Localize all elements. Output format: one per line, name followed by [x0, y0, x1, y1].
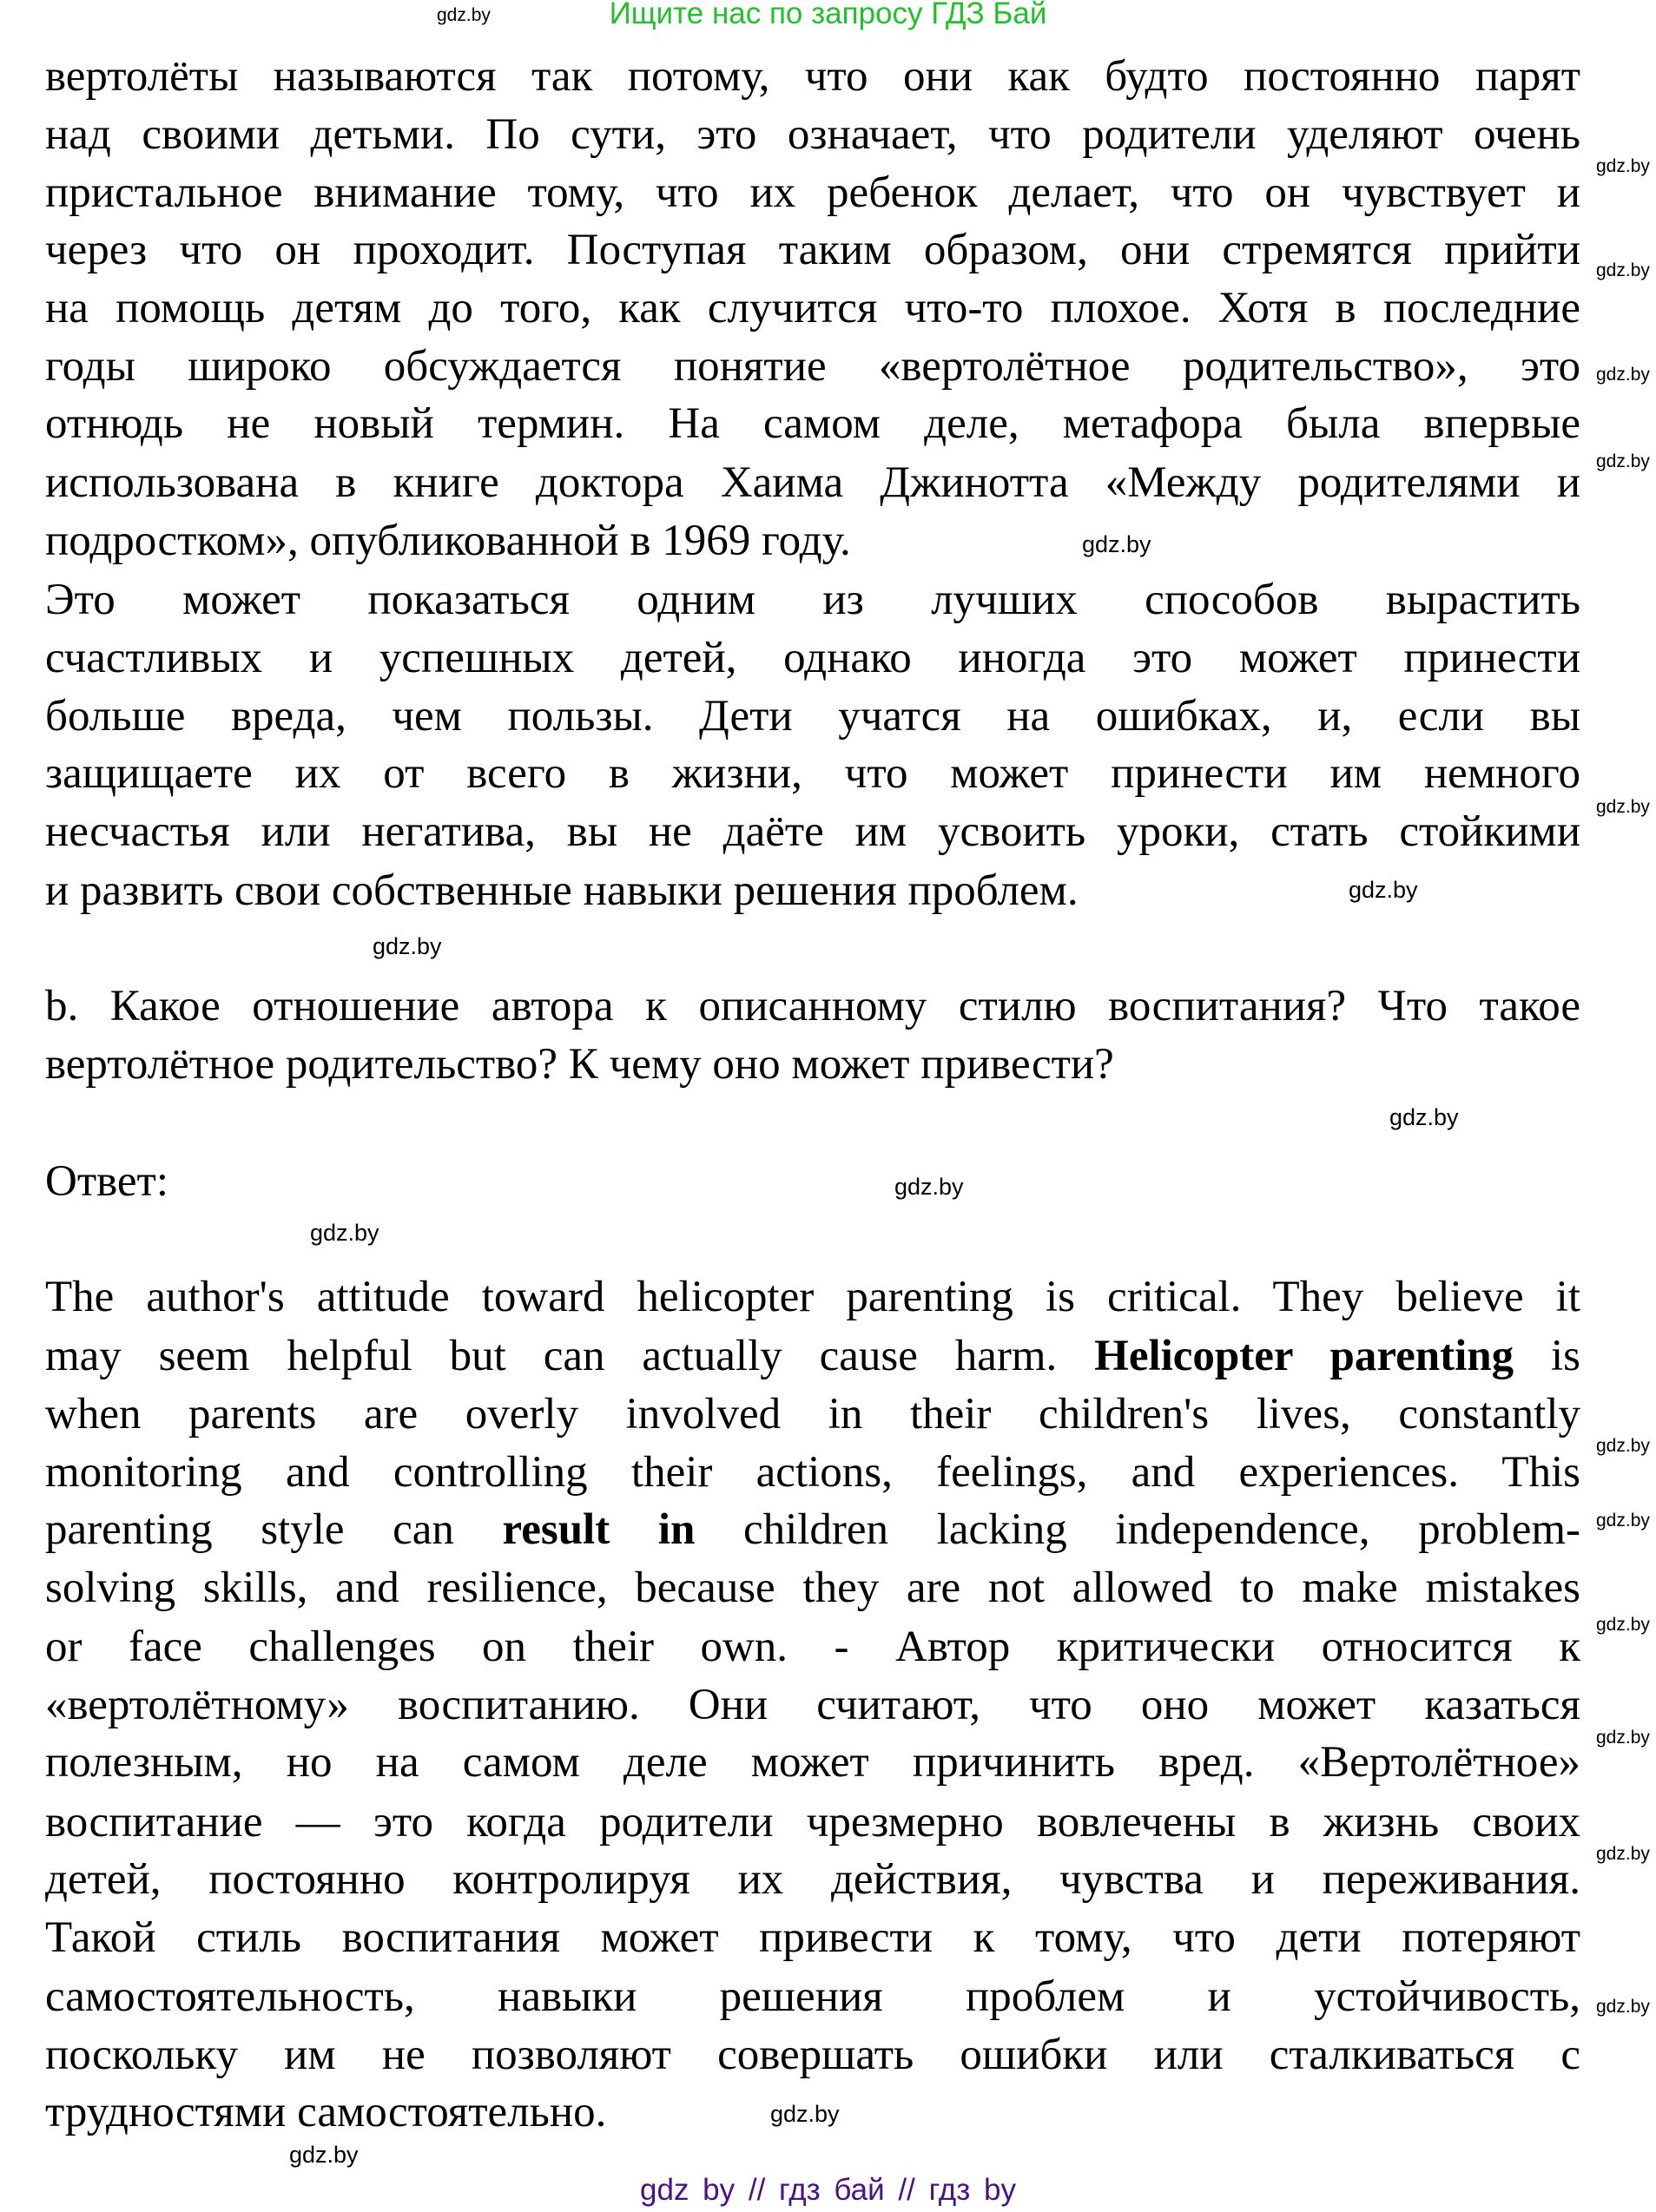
watermark: gdz.by	[1596, 260, 1650, 280]
answer-segment: трудностями самостоятельно.	[45, 2088, 607, 2136]
watermark: gdz.by	[1596, 1728, 1650, 1748]
text-line: годы широко обсуждается понятие «вертолётное родительство», это	[45, 342, 1580, 391]
watermark: gdz.by	[1596, 1844, 1650, 1864]
search-banner	[0, 0, 1656, 31]
watermark: gdz.by	[1596, 451, 1650, 471]
answer-segment: «вертолётному» воспитанию. Они считают, что оно может казаться	[45, 1681, 1580, 1729]
watermark: gdz.by	[1596, 1511, 1650, 1531]
text-line: Это может показаться одним из лучших способов вырастить	[45, 576, 1580, 624]
text-line: счастливых и успешных детей, однако иногда это может принести	[45, 634, 1580, 682]
answer-segment: children lacking independence, problem-	[695, 1505, 1581, 1554]
answer-line	[45, 1270, 1580, 1324]
text-line: отнюдь не новый термин. На самом деле, метафора была впервые	[45, 399, 1580, 448]
answer-segment: воспитание — это когда родители чрезмерно вовлечены в жизнь своих	[45, 1798, 1580, 1847]
answer-line	[45, 1911, 1580, 1965]
answer-label: Ответ:	[45, 1157, 168, 1206]
text-line: использована в книге доктора Хаима Джинотта «Между родителями и	[45, 458, 1580, 507]
watermark: gdz.by	[1389, 1104, 1459, 1130]
text-line: подростком», опубликованной в 1969 году.	[45, 517, 851, 565]
text-line: вертолёты называются так потому, что они как будто постоянно парят	[45, 52, 1580, 101]
text-line: над своими детьми. По сути, это означает, что родители уделяют очень	[45, 110, 1580, 159]
answer-segment: детей, постоянно контролируя их действия, чувства и переживания.	[45, 1855, 1580, 1904]
watermark: gdz.by	[1596, 365, 1650, 385]
bold-term: result in	[502, 1505, 696, 1554]
answer-segment: Такой стиль воспитания может привести к тому, что дети потеряют	[45, 1913, 1580, 1962]
answer-line	[45, 1445, 1580, 1499]
answer-segment: solving skills, and resilience, because they are not allowed to make mistakes	[45, 1564, 1580, 1612]
watermark: gdz.by	[1349, 877, 1418, 903]
watermark: gdz.by	[1596, 1436, 1650, 1456]
text-line: защищаете их от всего в жизни, что может принести им немного	[45, 749, 1580, 798]
answer-segment: полезным, но на самом деле может причинить вред. «Вертолётное»	[45, 1738, 1580, 1787]
answer-line	[45, 1678, 1580, 1732]
text-line: несчастья или негатива, вы не даёте им усвоить уроки, стать стойкими	[45, 807, 1580, 856]
answer-line	[45, 1503, 1580, 1557]
answer-line	[45, 1620, 1580, 1674]
watermark: gdz.by	[894, 1174, 964, 1200]
answer-line	[45, 2085, 606, 2139]
text-line: на помощь детям до того, как случится что-то плохое. Хотя в последние	[45, 284, 1580, 332]
answer-segment: The author's attitude toward helicopter parenting is critical. They believe it	[45, 1273, 1580, 1321]
answer-line	[45, 1853, 1580, 1906]
text-line: через что он проходит. Поступая таким образом, они стремятся прийти	[45, 226, 1580, 274]
answer-line	[45, 1795, 1580, 1849]
answer-segment: monitoring and controlling their actions, feelings, and experiences. This	[45, 1448, 1580, 1497]
footer-links[interactable]: gdz by // гдз бай // гдз by	[640, 2173, 1016, 2207]
answer-segment: самостоятельность, навыки решения проблем и устойчивость,	[45, 1972, 1580, 2021]
answer-segment: parenting style can	[45, 1505, 503, 1554]
watermark: gdz.by	[437, 5, 491, 25]
answer-line	[45, 1387, 1580, 1441]
watermark: gdz.by	[1596, 797, 1650, 817]
text-line: и развить свои собственные навыки решения проблем.	[45, 866, 1079, 915]
answer-segment: may seem helpful but can actually cause harm.	[45, 1332, 1095, 1380]
answer-segment: is	[1514, 1332, 1580, 1380]
bold-term: Helicopter parenting	[1094, 1332, 1514, 1380]
answer-line	[45, 1970, 1580, 2024]
watermark: gdz.by	[373, 933, 442, 959]
answer-line	[45, 1561, 1580, 1615]
answer-line	[45, 2028, 1580, 2082]
text-line: больше вреда, чем пользы. Дети учатся на ошибках, и, если вы	[45, 692, 1580, 741]
answer-segment: поскольку им не позволяют совершать ошибки или сталкиваться с	[45, 2031, 1580, 2079]
watermark: gdz.by	[1596, 1615, 1650, 1635]
answer-line	[45, 1329, 1580, 1383]
watermark: gdz.by	[1082, 531, 1151, 557]
question-line: b. Какое отношение автора к описанному стилю воспитания? Что такое	[45, 982, 1580, 1030]
answer-line	[45, 1735, 1580, 1789]
answer-segment: when parents are overly involved in their children's lives, constantly	[45, 1390, 1580, 1438]
watermark: gdz.by	[289, 2142, 359, 2168]
watermark: gdz.by	[1596, 1997, 1650, 2017]
text-line: пристальное внимание тому, что их ребенок делает, что он чувствует и	[45, 168, 1580, 217]
question-line: вертолётное родительство? К чему оно может привести?	[45, 1040, 1114, 1089]
watermark: gdz.by	[1596, 156, 1650, 176]
watermark: gdz.by	[770, 2101, 840, 2127]
search-banner-text: Ищите нас по запросу ГДЗ Бай	[609, 0, 1047, 30]
watermark: gdz.by	[310, 1220, 379, 1246]
answer-segment: or face challenges on their own. - Автор критически относится к	[45, 1623, 1580, 1671]
